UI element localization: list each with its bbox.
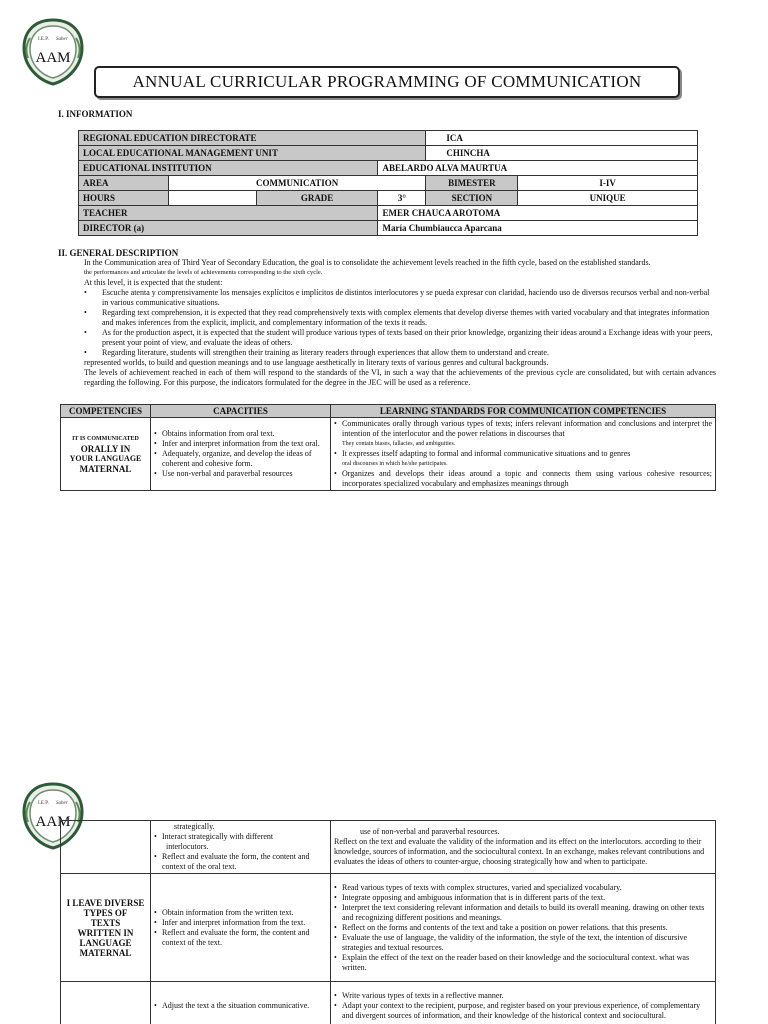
list-item: • Adjust the text a the situation communicative. — [154, 1001, 327, 1011]
standards-writing — [331, 982, 716, 1024]
list-item: use of non-verbal and paraverbal resources. — [360, 827, 500, 836]
list-item: • Adapt your context to the recipient, purpose, and register based on your previous experience, of complementary and divergent sources of information, and their knowledge of the historical context and sociocultural. — [334, 1001, 712, 1021]
director-label: DIRECTOR (a) — [79, 221, 378, 236]
page-2 — [0, 780, 768, 1024]
list-item: interlocutors. — [166, 842, 209, 851]
area-value: COMMUNICATION — [168, 176, 426, 191]
standards-header: LEARNING STANDARDS FOR COMMUNICATION COMPETENCIES — [331, 405, 716, 418]
list-item: • Organizes and develops their ideas around a topic and connects them using various cohesive resources; incorporates specialized vocabulary and emphasizes meanings through — [334, 469, 712, 489]
list-item: • As for the production aspect, it is expected that the student will produce various types of texts based on their prior knowledge, organizing their ideas around a Exchange ideas with your peers, present your point of view, and evaluate the ideas of others. — [84, 328, 716, 348]
svg-text:AAM: AAM — [35, 50, 71, 66]
competencies-table-continued — [60, 820, 716, 1024]
information-table — [78, 130, 698, 236]
table-row — [61, 418, 716, 491]
list-item: • Obtains information from oral text. — [154, 429, 327, 439]
competencies-header: COMPETENCIES — [61, 405, 151, 418]
institution-label: EDUCATIONAL INSTITUTION — [79, 161, 378, 176]
list-item: • Explain the effect of the text on the reader based on their knowledge and the sociocultural context. what was written. — [334, 953, 712, 973]
ugel-label: LOCAL EDUCATIONAL MANAGEMENT UNIT — [79, 146, 426, 161]
list-item: • Interact strategically with different — [154, 832, 327, 842]
document-title: ANNUAL CURRICULAR PROGRAMMING OF COMMUNICATION — [94, 66, 680, 98]
table-row — [61, 821, 716, 874]
general-description — [84, 258, 716, 388]
list-item: • Infer and interpret information from the text. — [154, 918, 327, 928]
standards-oral-continued — [331, 821, 716, 874]
regional-directorate-value: ICA — [426, 131, 698, 146]
svg-text:Saber: Saber — [56, 801, 68, 806]
institution-value: ABELARDO ALVA MAURTUA — [378, 161, 698, 176]
table-row — [61, 874, 716, 982]
list-item: • Interpret the text considering relevant information and details to build its overall meaning. drawing on other texts and recognizing different positions and meanings. — [334, 903, 712, 923]
svg-text:I.E.P.: I.E.P. — [38, 801, 49, 806]
competency-writing — [61, 982, 151, 1024]
list-item: • It expresses itself adapting to formal and informal communicative situations and to genres — [334, 449, 712, 459]
description-paragraph: the performances and articulate the levels of achievements corresponding to the sixth cycle. — [84, 269, 323, 276]
list-item: • Regarding text comprehension, it is expected that they read comprehensively texts with complex elements that develop diverse themes with varied vocabulary and that integrates information and makes inferences from the explicit, implicit, and complementary information of the texts it reads. — [84, 308, 716, 328]
svg-text:I.E.P.: I.E.P. — [38, 37, 49, 42]
list-item: • Infer and interpret information from the text oral. — [154, 439, 327, 449]
list-item: • Reflect on the forms and contents of the text and take a position on power relations. that this presents. — [334, 923, 712, 933]
grade-value: 3° — [378, 191, 426, 206]
list-item: oral discourses in which he/she participates. — [342, 461, 448, 467]
section-general-description-heading: II. GENERAL DESCRIPTION — [58, 248, 179, 258]
standards-oral — [331, 418, 716, 491]
list-item: • Regarding literature, students will strengthen their training as literary readers through experiences that allow them to understand and create. — [84, 348, 716, 358]
expectations-list — [84, 288, 716, 358]
list-item: • Read various types of texts with complex structures, varied and specialized vocabulary. — [334, 883, 712, 893]
regional-directorate-label: REGIONAL EDUCATION DIRECTORATE — [79, 131, 426, 146]
school-logo — [20, 18, 86, 86]
list-item: strategically. — [174, 822, 215, 831]
ugel-value: CHINCHA — [426, 146, 698, 161]
competencies-table — [60, 404, 716, 491]
description-paragraph: At this level, it is expected that the student: — [84, 278, 223, 287]
list-item: • Evaluate the use of language, the validity of the information, the style of the text, the intention of discursive strategies and textual resources. — [334, 933, 712, 953]
competency-oral: IT IS COMMUNICATED ORALLY IN YOUR LANGUAGE MATERNAL — [61, 418, 151, 491]
list-item: • Communicates orally through various types of texts; infers relevant information and conclusions and interpret the intention of the interlocutor and the power relations in discourses that — [334, 419, 712, 439]
svg-text:AAM: AAM — [35, 814, 71, 830]
area-label: AREA — [79, 176, 169, 191]
list-item: • Adequately, organize, and develop the ideas of coherent and cohesive form. — [154, 449, 327, 469]
list-item: • Obtain information from the written text. — [154, 908, 327, 918]
list-item: They contain biases, fallacies, and ambiguities. — [342, 441, 456, 447]
hours-value — [168, 191, 256, 206]
section-label: SECTION — [426, 191, 518, 206]
hours-label: HOURS — [79, 191, 169, 206]
teacher-value: EMER CHAUCA AROTOMA — [378, 206, 698, 221]
director-value: María Chumbiaucca Aparcana — [378, 221, 698, 236]
list-item: • Use non-verbal and paraverbal resources — [154, 469, 327, 479]
list-item: • Reflect and evaluate the form, the content and context of the oral text. — [154, 852, 327, 872]
capacities-oral — [151, 418, 331, 491]
bimester-label: BIMESTER — [426, 176, 518, 191]
capacities-header: CAPACITIES — [151, 405, 331, 418]
list-item: • Integrate opposing and ambiguous information that is in different parts of the text. — [334, 893, 712, 903]
svg-text:Saber: Saber — [56, 37, 68, 42]
capacities-oral-continued — [151, 821, 331, 874]
section-information-heading: I. INFORMATION — [58, 109, 133, 119]
list-item: • Reflect and evaluate the form, the content and context of the text. — [154, 928, 327, 948]
list-item: • Write various types of texts in a reflective manner. — [334, 991, 712, 1001]
list-item: • Escuche atenta y comprensivamente los mensajes explícitos e implícitos de distintos interlocutores y se pueda expresar con claridad, haciendo uso de diversos recursos verbal and non-verbal in various communicative situations. — [84, 288, 716, 308]
list-item: Reflect on the text and evaluate the validity of the information and its effect on the interlocutors. according to their knowledge, sources of information, and the sociocultural context. In an exchange, makes relevant contributions and evaluates the ideas of others to counter-argue, choosing strategically how and when to participate. — [334, 837, 705, 866]
description-paragraph: represented worlds, to build and question meanings and to use language aesthetically in literary texts of various genres and cultural backgrounds. — [84, 358, 549, 367]
table-row — [61, 982, 716, 1024]
competency-reading: I LEAVE DIVERSE TYPES OF TEXTS WRITTEN IN LANGUAGE MATERNAL — [61, 874, 151, 982]
capacities-reading — [151, 874, 331, 982]
standards-reading — [331, 874, 716, 982]
bimester-value: I-IV — [518, 176, 698, 191]
competency-oral-continued — [61, 821, 151, 874]
description-paragraph: In the Communication area of Third Year of Secondary Education, the goal is to consolidate the achievement levels reached in the fifth cycle, based on the established standards. — [84, 258, 651, 267]
section-value: UNIQUE — [518, 191, 698, 206]
grade-label: GRADE — [256, 191, 378, 206]
description-paragraph: The levels of achievement reached in each of them will respond to the standards of the VI, in such a way that the achievements of the previous cycle are consolidated, but with certain advances regarding the following. For this purpose, the indicators formulated for the degree in the JEC will be used as a reference. — [84, 368, 716, 387]
capacities-writing — [151, 982, 331, 1024]
teacher-label: TEACHER — [79, 206, 378, 221]
